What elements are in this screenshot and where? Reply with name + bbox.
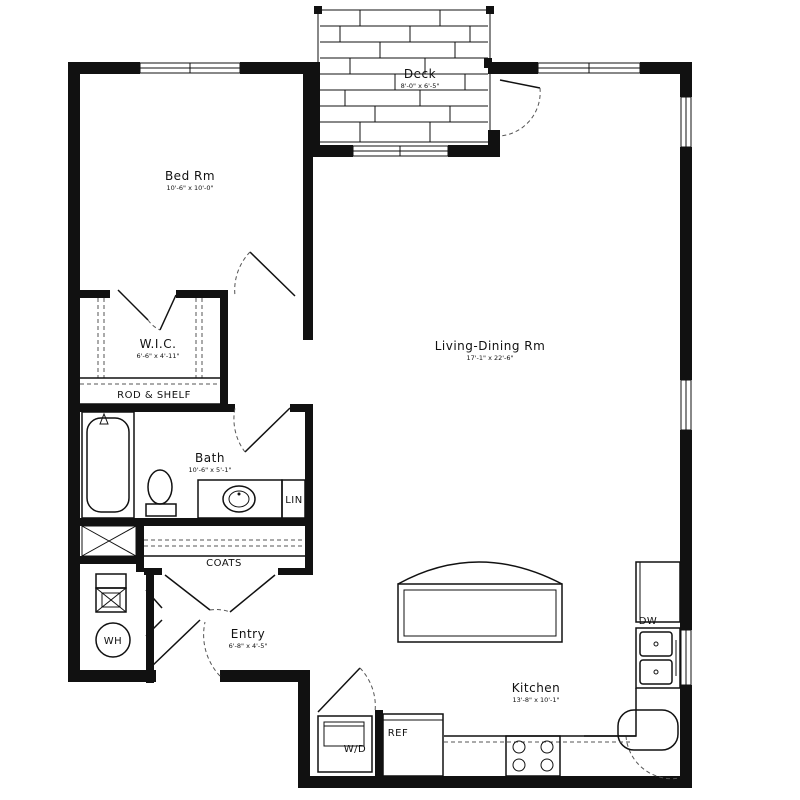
window-kitchen <box>681 630 691 685</box>
door-coats <box>165 575 275 612</box>
bed-dims: 10'-6" x 10'-0" <box>166 184 214 192</box>
door-bath <box>234 408 290 452</box>
bath-fixtures <box>82 412 305 518</box>
entry-dims: 6'-8" x 4'-5" <box>228 642 268 650</box>
bath-dims: 10'-6" x 5'-1" <box>188 466 232 474</box>
living-name: Living-Dining Rm <box>434 339 546 353</box>
door-wic <box>118 290 176 330</box>
kitchen-dims: 13'-8" x 10'-1" <box>512 696 560 704</box>
vanity <box>198 480 282 518</box>
door-bed <box>235 252 295 296</box>
deck-dims: 8'-0" x 6'-5" <box>400 82 440 90</box>
refrigerator <box>383 714 443 776</box>
window-right-mid <box>681 380 691 430</box>
kitchen-island <box>398 562 562 642</box>
kitchen-counters <box>318 562 680 779</box>
window-living-top <box>538 63 640 73</box>
room-labels <box>117 169 657 755</box>
window-right-upper <box>681 97 691 147</box>
toilet <box>146 470 176 516</box>
deck <box>314 6 494 142</box>
tub-faucet-icon <box>100 414 108 424</box>
bath-name: Bath <box>195 451 225 465</box>
rod-shelf-label: ROD & SHELF <box>117 390 191 401</box>
wh-closet <box>96 574 130 657</box>
door-laundry <box>318 668 375 712</box>
bed-name: Bed Rm <box>164 169 216 183</box>
lin-label: LIN <box>285 495 303 506</box>
deck-name: Deck <box>403 67 437 81</box>
exterior-walls <box>68 62 692 788</box>
kitchen-name: Kitchen <box>511 681 561 695</box>
dw-label: DW <box>638 616 658 627</box>
window-bed-top <box>140 63 240 73</box>
wic-shelving <box>80 298 220 404</box>
coats-closet <box>82 526 305 556</box>
door-deck <box>500 80 540 136</box>
ref-label: REF <box>387 728 409 739</box>
wic-dims: 6'-6" x 4'-11" <box>136 352 180 360</box>
kitchen-sink <box>640 632 676 684</box>
window-deck <box>353 146 448 156</box>
wh-label: WH <box>103 636 123 647</box>
door-wh <box>146 590 200 668</box>
door-entry <box>204 622 220 676</box>
coats-label: COATS <box>206 558 242 569</box>
living-dims: 17'-1" x 22'-6" <box>466 354 514 362</box>
bathtub <box>87 418 129 512</box>
wic-name: W.I.C. <box>139 337 177 351</box>
wd-label: W/D <box>343 744 367 755</box>
entry-name: Entry <box>230 627 266 641</box>
